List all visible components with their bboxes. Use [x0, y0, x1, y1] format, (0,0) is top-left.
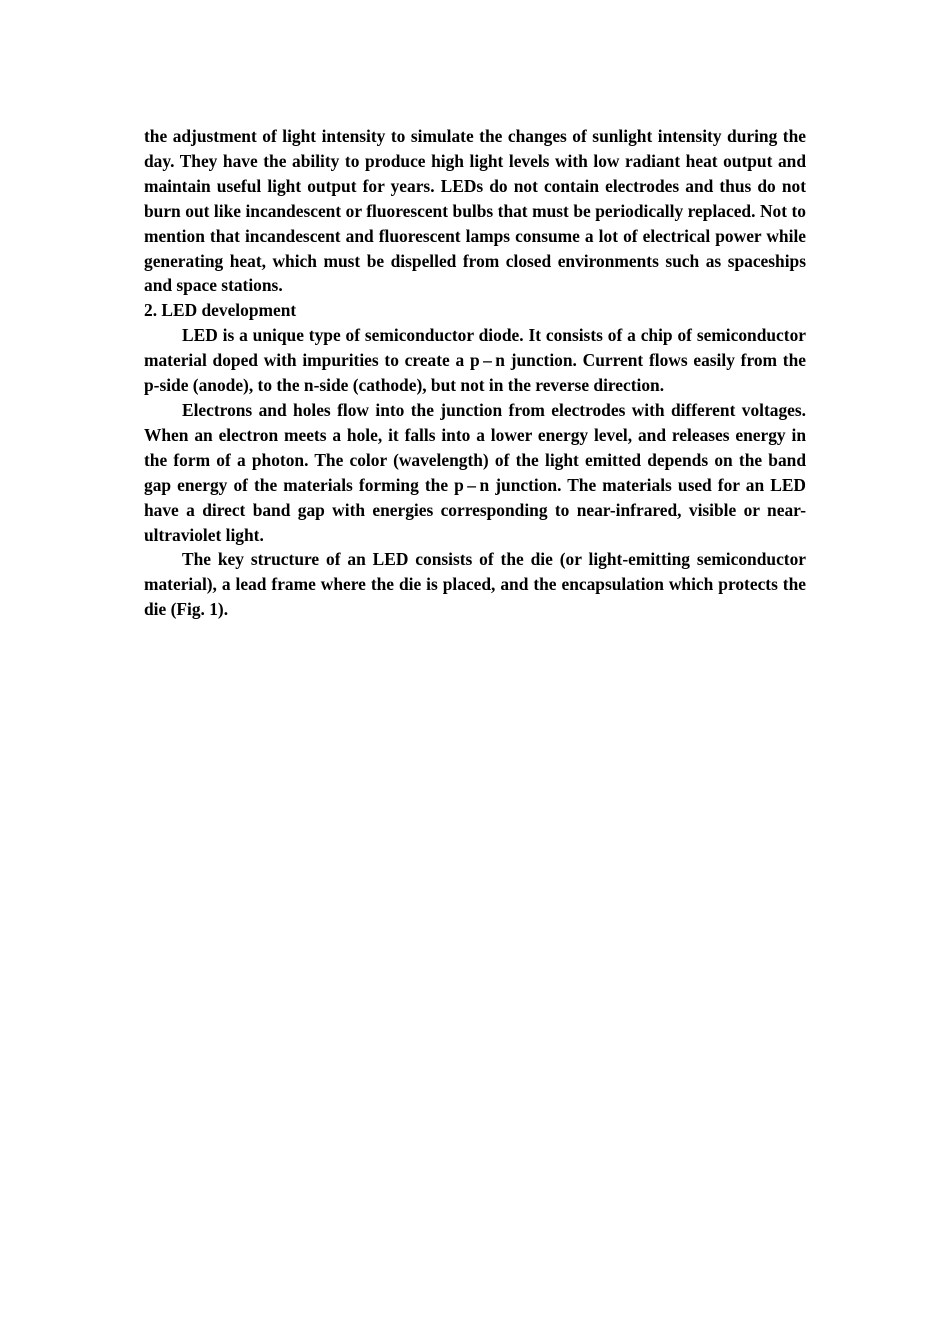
- section-heading: 2. LED development: [144, 300, 297, 321]
- paragraph-key-structure: The key structure of an LED consists of the die (or light-emitting semiconductor material), a lead frame where the die is placed, and the encapsulation which protects the die (Fig. 1).: [144, 549, 806, 620]
- body-text: [144, 124, 806, 622]
- paragraph-led-diode: LED is a unique type of semiconductor diode. It consists of a chip of semiconductor material doped with impurities to create a p – n junction. Current flows easily from the p-side (anode), to the n-side (cathode), but not in the reverse direction.: [144, 325, 806, 396]
- paragraph-electrons-holes: Electrons and holes flow into the junction from electrodes with different voltages. When an electron meets a hole, it falls into a lower energy level, and releases energy in the form of a photon. The color (wavelength) of the light emitted depends on the band gap energy of the materials forming the p – n junction. The materials used for an LED have a direct band gap with energies corresponding to near-infrared, visible or near-ultraviolet light.: [144, 399, 806, 545]
- continuation-paragraph: the adjustment of light intensity to simulate the changes of sunlight intensity during the day. They have the ability to produce high light levels with low radiant heat output and maintain useful light output for years. LEDs do not contain electrodes and thus do not burn out like incandescent or fluorescent bulbs that must be periodically replaced. Not to mention that incandescent and fluorescent lamps consume a lot of electrical power while generating heat, which must be dispelled from closed environments such as spaceships and space stations.: [144, 126, 806, 296]
